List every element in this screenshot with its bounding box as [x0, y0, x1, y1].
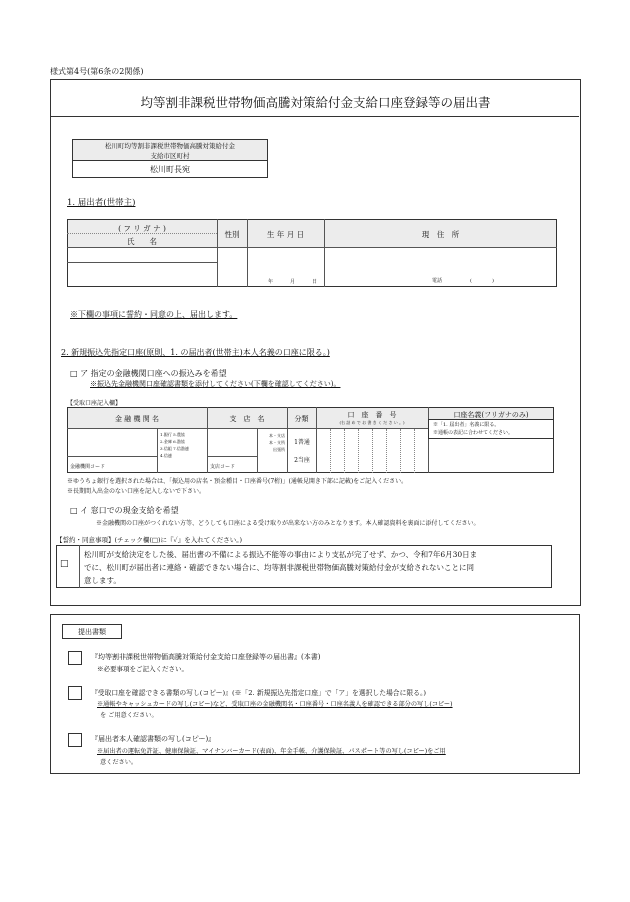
recipient-dept: 支給市区町村 [150, 152, 190, 160]
submission-item-1-title: 『均等割非課税世帯物価高騰対策給付金支給口座登録等の届出書』(本書) [91, 653, 321, 661]
birth-month-label: 月 [290, 279, 296, 285]
submission-item-2-note-2: を ご用意ください。 [100, 712, 158, 719]
col-holder: 口座名義(フリガナのみ) [453, 411, 529, 419]
name-field[interactable] [68, 263, 216, 286]
submission-item-3-note-1: ※届出者の運転免許証、健康保険証、マイナンバーカード(表面)、年金手帳、介護保険証、パスポート等の写し(コピー)をご用 [97, 748, 446, 755]
col-name: 氏 名 [127, 237, 157, 246]
submission-item-2-note-1: ※通帳やキャッシュカードの写し(コピー)など、受取口座の金融機関名・口座番号・口座名義人を確認できる部分の写し(コピー) [97, 701, 453, 708]
option-i[interactable]: □ イ 窓口での現金支給を希望 [70, 506, 179, 515]
section2-heading: 2. 新規振込先指定口座(原則、1. の届出者(世帯主)本人名義の口座に限る。) [61, 348, 330, 357]
pledge-heading: 【誓約・同意事項】(チェック欄(□)に『✓』を入れてください。) [56, 536, 243, 544]
col-birth: 生 年 月 日 [266, 230, 305, 239]
account-number-field[interactable] [317, 429, 428, 473]
phone-label: 電話 [432, 278, 443, 284]
account-note-1: ※ゆうちょ銀行を選択された場合は、「振込用の店名・預金種目・口座番号(7桁)」(通帳見開き下部に記載)をご記入ください。 [67, 478, 408, 485]
submission-label: 提出書類 [78, 627, 106, 636]
phone-parens: ( ) [470, 278, 494, 284]
col-type: 分類 [294, 415, 309, 423]
birth-year-label: 年 [268, 279, 274, 285]
col-sex: 性別 [224, 230, 240, 239]
form-id: 様式第4号(第6条の2関係) [50, 67, 144, 76]
col-account-number-sub: (右 詰 め で お 書 き く だ さ い 。) [339, 420, 405, 425]
submission-checkbox-1[interactable] [68, 651, 82, 665]
col-furigana: ( フ リ ガ ナ ) [118, 224, 166, 233]
bank-name-field[interactable] [68, 429, 156, 456]
recipient-addressee: 松川町長宛 [150, 165, 190, 174]
bank-types: 1.銀行 5.農協 2.金庫 6.漁協 3.信組 7.信漁連 4.信連 [160, 432, 189, 458]
pledge-checkbox[interactable]: □ [60, 559, 69, 569]
submission-label-box [62, 624, 122, 639]
holder-note-2: ※通帳の表記に合わせてください。 [433, 430, 514, 436]
option-a-note: ※振込先金融機関口座確認書類を添付してください(下欄を確認してください)。 [90, 380, 341, 388]
birth-day-label: 日 [312, 279, 318, 285]
col-bank: 金 融 機 関 名 [115, 415, 159, 423]
pledge-line-1: 松川町が支給決定をした後、届出書の不備による振込不能等の事由により支払が完了せず、かつ、令和7年6月30日ま [84, 550, 478, 559]
bank-code-label: 金融機関コード [70, 464, 106, 470]
submission-item-2-title: 『受取口座を確認できる書類の写し(コピー)』(※「2. 新規振込先指定口座」で「ア」を選択した場合に限る。) [91, 689, 427, 697]
furigana-field[interactable] [68, 248, 216, 262]
holder-note-1: ※「1. 届出者」名義に限る。 [433, 422, 500, 428]
title-divider [51, 116, 579, 117]
branch-name-field[interactable] [208, 429, 256, 456]
col-account-number: 口 座 番 号 [347, 411, 397, 419]
section1-heading: 1. 届出者(世帯主) [67, 198, 136, 208]
col-branch: 支 店 名 [229, 415, 265, 423]
branch-types: 本・支店 本・支所 出張所 [269, 433, 285, 452]
branch-code-label: 支店コード [210, 464, 236, 470]
account-holder-field[interactable] [429, 440, 553, 472]
submission-checkbox-3[interactable] [68, 733, 82, 747]
submission-checkbox-2[interactable] [68, 686, 82, 700]
form-title: 均等割非課税世帯物価高騰対策給付金支給口座登録等の届出書 [140, 95, 491, 110]
sex-field[interactable] [218, 248, 246, 286]
submission-item-3-title: 『届出者本人確認書類の写し(コピー)』 [91, 735, 216, 743]
recipient-org: 松川町均等割非課税世帯物価高騰対策給付金 [105, 142, 235, 150]
type-current[interactable]: 2当座 [294, 457, 310, 464]
option-a[interactable]: □ ア 指定の金融機関口座への振込みを希望 [70, 369, 227, 378]
col-address: 現 住 所 [421, 230, 460, 239]
submission-item-1-note: ※必要事項をご記入ください。 [97, 665, 188, 673]
account-table-caption: 【受取口座記入欄】 [67, 400, 122, 407]
pledge-line-2: でに、松川町が届出者に連絡・確認できない場合に、均等割非課税世帯物価高騰対策給付金が支給されないことに同 [84, 563, 474, 572]
type-ordinary[interactable]: 1普通 [294, 439, 310, 446]
pledge-note: ※下欄の事項に誓約・同意の上、届出します。 [70, 310, 238, 319]
submission-item-3-note-2: 意ください。 [100, 759, 138, 766]
account-note-2: ※長期間入出金のない口座を記入しないで下さい。 [67, 488, 206, 495]
pledge-line-3: 意します。 [84, 576, 121, 585]
option-i-note: ※金融機関の口座がつくれない方等、どうしても口座による受け取りが出来ない方のみとなります。本人確認資料を裏面に添付してください。 [96, 520, 480, 527]
